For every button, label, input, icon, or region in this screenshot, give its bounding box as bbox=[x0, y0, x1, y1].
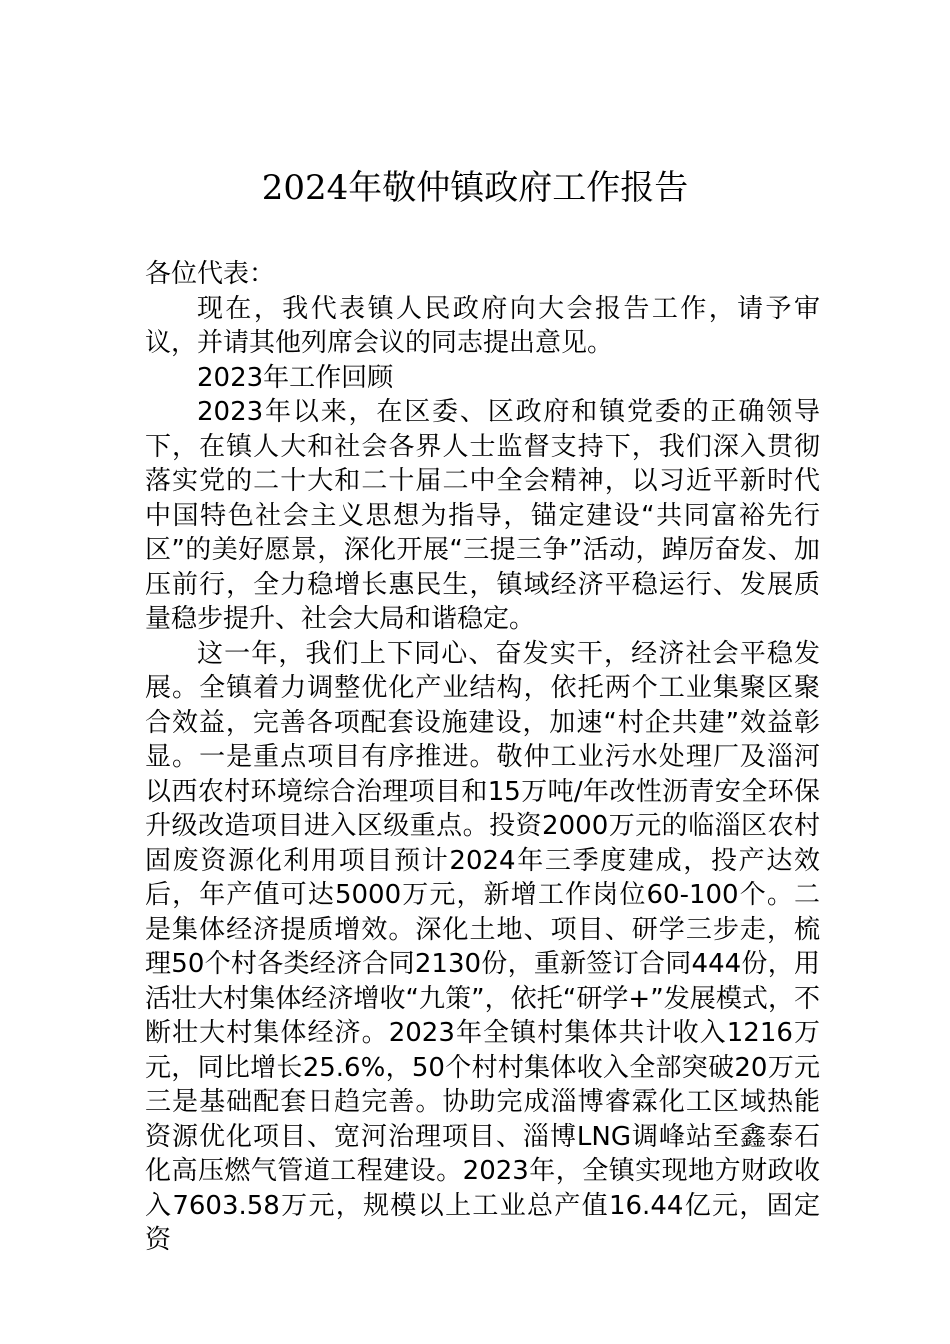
document-body bbox=[145, 257, 820, 1258]
salutation: 各位代表： bbox=[145, 259, 276, 289]
section-heading: 2023年工作回顾 bbox=[197, 362, 394, 393]
paragraph-economy: 这一年，我们上下同心、奋发实干，经济社会平稳发展。全镇着力调整优化产业结构，依托两个工业集聚区聚合效益，完善各项配套设施建设，加速“村企共建”效益彰显。一是重点项目有序推进。敬仲工业污水处理厂及淄河以西农村环境综合治理项目和15万吨/年改性沥青安全环保升级改造项目进入区级重点。投资2000万元的临淄区农村固废资源化利用项目预计2024年三季度建成，投产达效后，年产值可达5000万元，新增工作岗位60-100个。二是集体经济提质增效。深化土地、项目、研学三步走，梳理50个村各类经济合同2130份，重新签订合同444份，用活壮大村集体经济增收“九策”，依托“研学+”发展模式，不断壮大村集体经济。2023年全镇村集体共计收入1216万元，同比增长25.6%，50个村村集体收入全部突破20万元三是基础配套日趋完善。协助完成淄博睿霖化工区域热能资源优化项目、宽河治理项目、淄博LNG调峰站至鑫泰石化高压燃气管道工程建设。2023年，全镇实现地方财政收入7603.58万元，规模以上工业总产值16.44亿元，固定资 bbox=[145, 638, 820, 1255]
paragraph-intro: 现在，我代表镇人民政府向大会报告工作，请予审议，并请其他列席会议的同志提出意见。 bbox=[145, 293, 820, 358]
document-title: 2024年敬仲镇政府工作报告 bbox=[261, 168, 689, 208]
paragraph-overview: 2023年以来，在区委、区政府和镇党委的正确领导下，在镇人大和社会各界人士监督支持下，我们深入贯彻落实党的二十大和二十届二中全会精神，以习近平新时代中国特色社会主义思想为指导，锚定建设“共同富裕先行区”的美好愿景，深化开展“三提三争”活动，踔厉奋发、加压前行，全力稳增长惠民生，镇域经济平稳运行、发展质量稳步提升、社会大局和谐稳定。 bbox=[145, 397, 820, 634]
